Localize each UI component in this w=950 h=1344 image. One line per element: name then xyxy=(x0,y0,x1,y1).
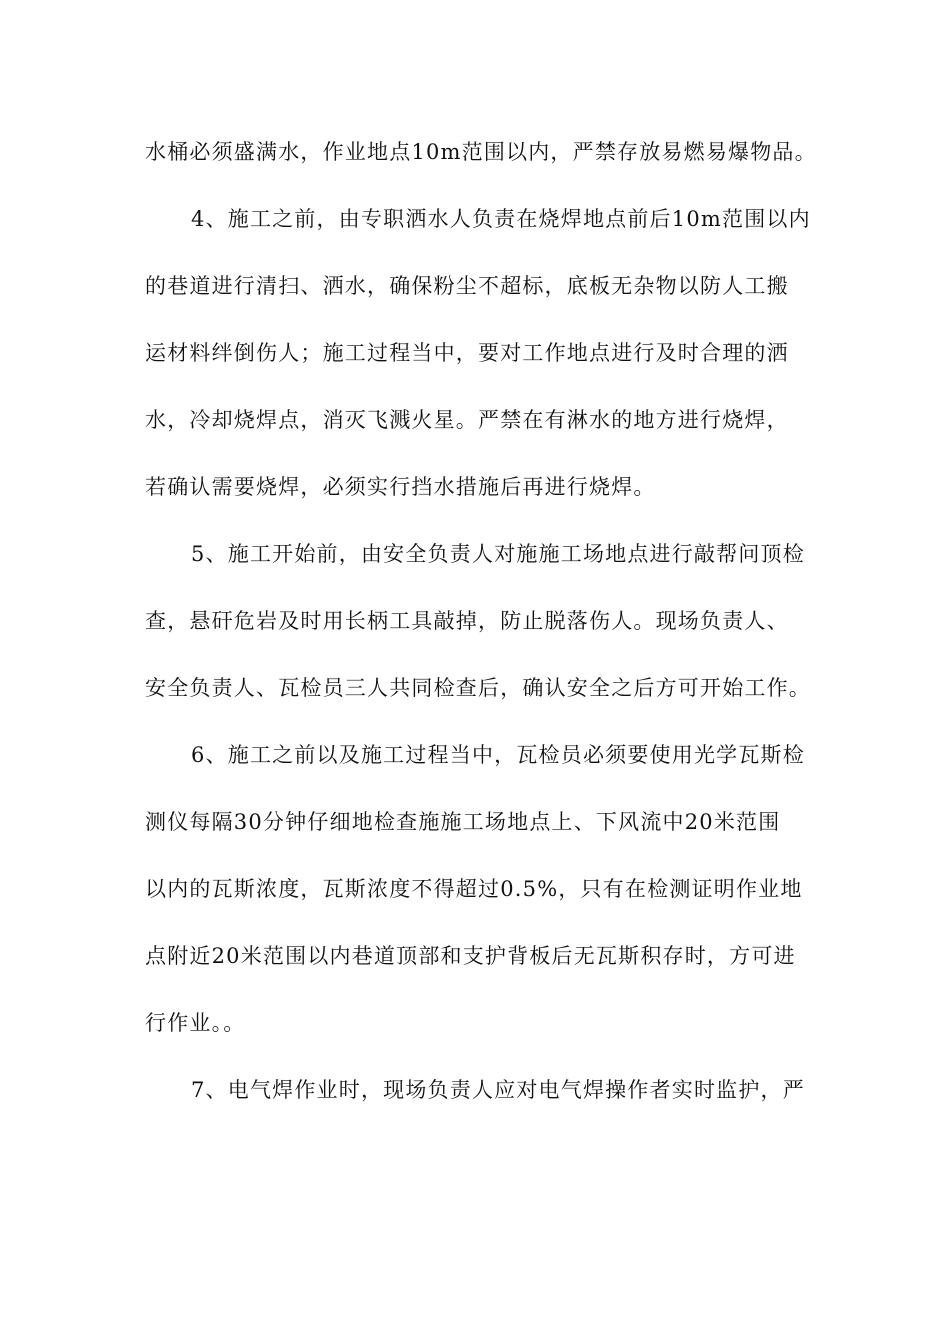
text-line: 点附近20米范围以内巷道顶部和支护背板后无瓦斯积存时，方可进 xyxy=(145,944,796,968)
text-line: 运材料绊倒伤人；施工过程当中，要对工作地点进行及时合理的洒 xyxy=(145,341,789,365)
text-line: 的巷道进行清扫、洒水，确保粉尘不超标，底板无杂物以防人工搬 xyxy=(145,274,789,298)
text-line: 以内的瓦斯浓度，瓦斯浓度不得超过0.5%，只有在检测证明作业地 xyxy=(145,877,803,901)
paragraph-4-start: 4、施工之前，由专职洒水人负责在烧焊地点前后10m范围以内 xyxy=(191,207,811,231)
paragraph-5-start: 5、施工开始前，由安全负责人对施施工场地点进行敲帮问顶检 xyxy=(191,542,805,566)
text-line: 查，悬矸危岩及时用长柄工具敲掉，防止脱落伤人。现场负责人、 xyxy=(145,609,789,633)
text-line: 水，冷却烧焊点，消灭飞溅火星。严禁在有淋水的地方进行烧焊， xyxy=(145,408,789,432)
text-line: 水桶必须盛满水，作业地点10m范围以内，严禁存放易燃易爆物品。 xyxy=(145,140,817,164)
text-line: 安全负责人、瓦检员三人共同检查后，确认安全之后方可开始工作。 xyxy=(145,676,811,700)
text-line: 行作业。。 xyxy=(145,1011,246,1035)
paragraph-6-start: 6、施工之前以及施工过程当中，瓦检员必须要使用光学瓦斯检 xyxy=(191,743,805,767)
paragraph-7-start: 7、电气焊作业时，现场负责人应对电气焊操作者实时监护，严 xyxy=(191,1078,805,1102)
text-line: 若确认需要烧焊，必须实行挡水措施后再进行烧焊。 xyxy=(145,475,656,499)
text-line: 测仪每隔30分钟仔细地检查施施工场地点上、下风流中20米范围 xyxy=(145,810,781,834)
